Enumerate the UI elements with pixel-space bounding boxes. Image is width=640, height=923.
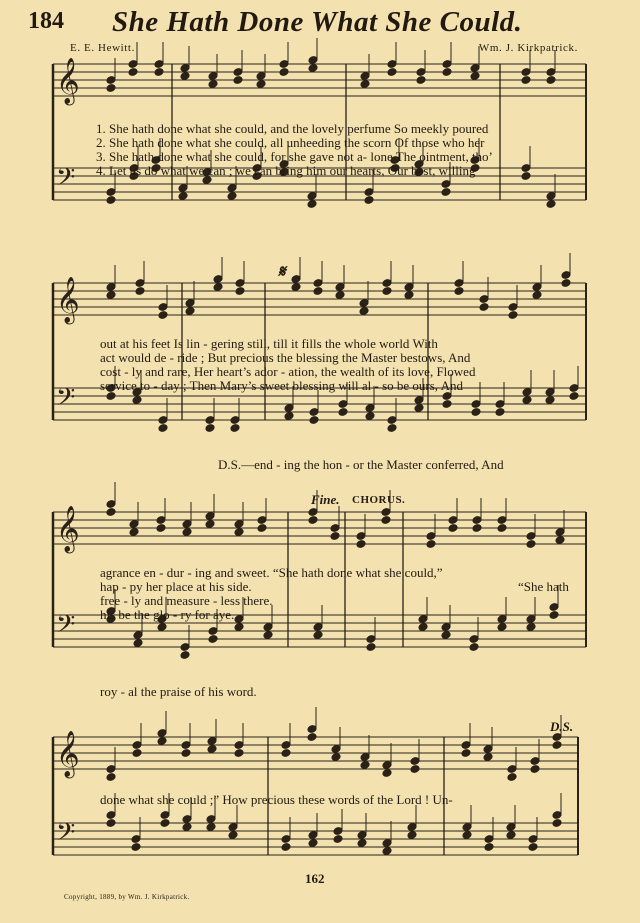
lyric-line: 4. Let us do what we can ; we can bring him our hearts, Our best, willing bbox=[96, 163, 476, 178]
note-head bbox=[407, 831, 417, 840]
note-head bbox=[156, 524, 166, 533]
note-head bbox=[338, 408, 348, 417]
lyric-line: his be the glo - ry for aye. bbox=[100, 607, 235, 622]
treble-clef-icon: 𝄞 bbox=[56, 277, 80, 323]
note-head bbox=[284, 412, 294, 421]
note-head bbox=[484, 843, 494, 852]
segno-sign: 𝄋 bbox=[278, 262, 286, 281]
bass-clef-icon: 𝄢 bbox=[56, 610, 76, 645]
note-head bbox=[526, 540, 536, 549]
note-head bbox=[182, 528, 192, 537]
note-head bbox=[307, 733, 317, 742]
note-head bbox=[335, 291, 345, 300]
copyright-notice: Copyright, 1889, by Wm. J. Kirkpatrick. bbox=[64, 893, 190, 901]
note-head bbox=[106, 291, 116, 300]
chorus-lyric: “She hath bbox=[518, 579, 569, 594]
note-head bbox=[414, 404, 424, 413]
note-head bbox=[208, 80, 218, 89]
note-head bbox=[506, 831, 516, 840]
note-head bbox=[356, 540, 366, 549]
note-head bbox=[555, 536, 565, 545]
lyric-line: free - ly and measure - less there. bbox=[100, 593, 273, 608]
lyric-line: 3. She hath done what she could, for she gave not a- lone The ointment, tho’ bbox=[96, 149, 493, 164]
note-head bbox=[228, 831, 238, 840]
note-head bbox=[208, 635, 218, 644]
note-head bbox=[182, 823, 192, 832]
note-head bbox=[545, 396, 555, 405]
note-head bbox=[448, 524, 458, 533]
note-head bbox=[507, 773, 517, 782]
note-head bbox=[330, 532, 340, 541]
note-head bbox=[158, 424, 168, 433]
note-head bbox=[281, 749, 291, 758]
note-head bbox=[263, 631, 273, 640]
note-head bbox=[234, 749, 244, 758]
note-head bbox=[569, 392, 579, 401]
note-head bbox=[235, 287, 245, 296]
note-head bbox=[462, 831, 472, 840]
treble-clef-icon: 𝄞 bbox=[56, 58, 80, 104]
note-head bbox=[552, 741, 562, 750]
note-head bbox=[418, 623, 428, 632]
note-head bbox=[497, 623, 507, 632]
note-head bbox=[552, 819, 562, 828]
note-head bbox=[180, 72, 190, 81]
note-head bbox=[357, 839, 367, 848]
note-head bbox=[360, 761, 370, 770]
note-head bbox=[359, 307, 369, 316]
note-head bbox=[441, 188, 451, 197]
note-head bbox=[381, 516, 391, 525]
note-head bbox=[160, 819, 170, 828]
note-head bbox=[207, 745, 217, 754]
note-head bbox=[135, 287, 145, 296]
note-head bbox=[442, 68, 452, 77]
bass-lyric-line: roy - al the praise of his word. bbox=[100, 684, 257, 699]
bass-clef-icon: 𝄢 bbox=[56, 163, 76, 198]
note-head bbox=[313, 631, 323, 640]
note-head bbox=[132, 396, 142, 405]
note-head bbox=[469, 643, 479, 652]
note-head bbox=[546, 76, 556, 85]
note-head bbox=[233, 76, 243, 85]
note-head bbox=[307, 200, 317, 209]
fine-marking: Fine. bbox=[311, 492, 340, 507]
note-head bbox=[526, 623, 536, 632]
ds-marking: D.S. bbox=[550, 719, 574, 734]
note-head bbox=[132, 749, 142, 758]
note-head bbox=[227, 192, 237, 201]
note-head bbox=[180, 651, 190, 660]
note-head bbox=[366, 643, 376, 652]
note-head bbox=[365, 412, 375, 421]
note-head bbox=[508, 311, 518, 320]
lyric-line: hap - py her place at his side. bbox=[100, 579, 252, 594]
note-head bbox=[360, 80, 370, 89]
note-head bbox=[461, 749, 471, 758]
note-head bbox=[387, 68, 397, 77]
note-head bbox=[364, 196, 374, 205]
note-head bbox=[382, 847, 392, 856]
treble-clef-icon: 𝄞 bbox=[56, 731, 80, 777]
note-head bbox=[154, 68, 164, 77]
note-head bbox=[178, 192, 188, 201]
note-head bbox=[206, 823, 216, 832]
note-head bbox=[521, 172, 531, 181]
lyric-line: out at his feet Is lin - gering still, till it fills the whole world With bbox=[100, 336, 438, 351]
lyric-line: service to - day ; Then Mary’s sweet blessing will al - so be ours, And bbox=[100, 378, 463, 393]
note-head bbox=[234, 623, 244, 632]
note-head bbox=[133, 639, 143, 648]
lyric-line: done what she could ;” How precious these words of the Lord ! Un- bbox=[100, 792, 453, 807]
bass-clef-icon: 𝄢 bbox=[56, 818, 76, 853]
note-head bbox=[157, 623, 167, 632]
note-head bbox=[205, 520, 215, 529]
note-head bbox=[234, 528, 244, 537]
note-head bbox=[205, 424, 215, 433]
note-head bbox=[309, 416, 319, 425]
note-head bbox=[426, 540, 436, 549]
note-head bbox=[387, 424, 397, 433]
lyric-line: act would de - ride ; But precious the blessing the Master bestows, And bbox=[100, 350, 471, 365]
note-head bbox=[129, 528, 139, 537]
note-head bbox=[106, 196, 116, 205]
note-head bbox=[442, 400, 452, 409]
note-head bbox=[410, 765, 420, 774]
note-head bbox=[454, 287, 464, 296]
note-head bbox=[181, 749, 191, 758]
note-head bbox=[528, 843, 538, 852]
lyric-line: agrance en - dur - ing and sweet. “She hath done what she could,” bbox=[100, 565, 443, 580]
note-head bbox=[549, 611, 559, 620]
note-head bbox=[382, 769, 392, 778]
hymn-number: 184 bbox=[28, 8, 64, 34]
note-head bbox=[331, 753, 341, 762]
bass-clef-icon: 𝄢 bbox=[56, 383, 76, 418]
lyric-line: 2. She hath done what she could, all unheeding the scorn Of those who her bbox=[96, 135, 485, 150]
note-head bbox=[308, 516, 318, 525]
note-head bbox=[158, 311, 168, 320]
note-head bbox=[532, 291, 542, 300]
note-head bbox=[128, 68, 138, 77]
ds-lyric-line: D.S.—end - ing the hon - or the Master conferred, And bbox=[218, 457, 504, 472]
treble-clef-icon: 𝄞 bbox=[56, 506, 80, 552]
note-head bbox=[256, 80, 266, 89]
note-head bbox=[106, 84, 116, 93]
note-head bbox=[106, 819, 116, 828]
note-head bbox=[313, 287, 323, 296]
composer-credit: Wm. J. Kirkpatrick. bbox=[478, 42, 578, 54]
note-head bbox=[495, 408, 505, 417]
note-head bbox=[382, 287, 392, 296]
note-head bbox=[281, 843, 291, 852]
note-head bbox=[257, 524, 267, 533]
chorus-label: CHORUS. bbox=[352, 494, 406, 506]
hymn-title: She Hath Done What She Could. bbox=[112, 6, 523, 38]
note-head bbox=[213, 283, 223, 292]
note-head bbox=[546, 200, 556, 209]
note-head bbox=[470, 72, 480, 81]
lyricist-credit: E. E. Hewitt. bbox=[70, 42, 135, 54]
note-head bbox=[230, 424, 240, 433]
note-head bbox=[106, 773, 116, 782]
note-head bbox=[521, 76, 531, 85]
note-head bbox=[106, 508, 116, 517]
note-head bbox=[404, 291, 414, 300]
lyric-line: cost - ly and rare, Her heart’s ador - ation, the wealth of its love, Flowed bbox=[100, 364, 476, 379]
note-head bbox=[157, 737, 167, 746]
note-head bbox=[471, 408, 481, 417]
note-head bbox=[479, 303, 489, 312]
note-head bbox=[185, 307, 195, 316]
note-head bbox=[472, 524, 482, 533]
page-number: 162 bbox=[305, 871, 325, 886]
note-head bbox=[131, 843, 141, 852]
note-head bbox=[333, 835, 343, 844]
note-head bbox=[279, 68, 289, 77]
note-head bbox=[441, 631, 451, 640]
note-head bbox=[308, 64, 318, 73]
note-head bbox=[530, 765, 540, 774]
note-head bbox=[308, 839, 318, 848]
note-head bbox=[291, 283, 301, 292]
lyric-line: 1. She hath done what she could, and the lovely perfume So meekly poured bbox=[96, 121, 489, 136]
note-head bbox=[483, 753, 493, 762]
note-head bbox=[522, 396, 532, 405]
note-head bbox=[497, 524, 507, 533]
note-head bbox=[416, 76, 426, 85]
note-head bbox=[561, 279, 571, 288]
